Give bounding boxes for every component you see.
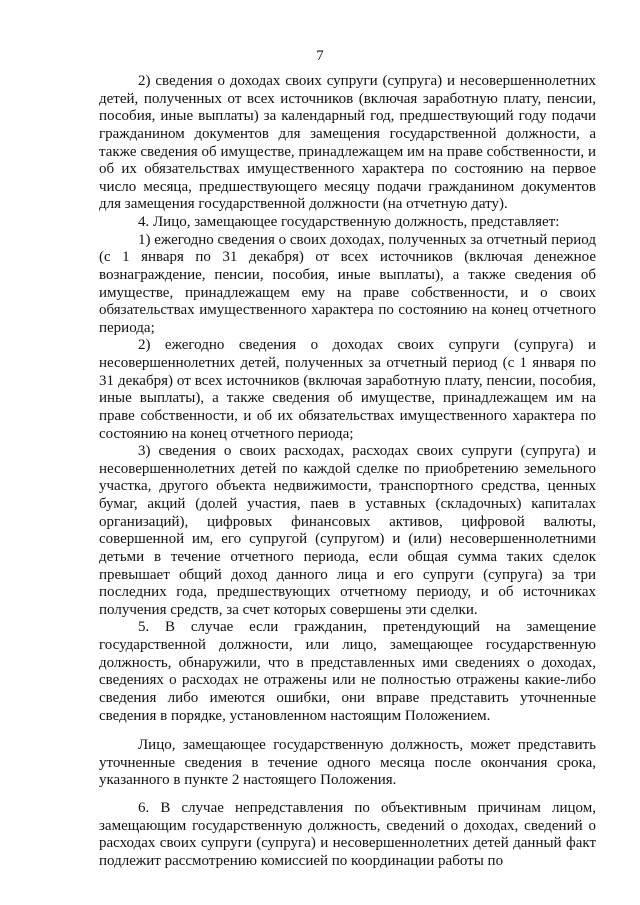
paragraph-section-6: 6. В случае непредставления по объективным причинам лицом, замещающим государственную должность, сведений о доходах, сведений о расходах своих супруги (супруга) и несовершеннолетних детей данный факт подлежит рассмотрению комиссией по координации работы по <box>99 800 596 869</box>
paragraph-section-5: 5. В случае если гражданин, претендующий на замещение государственной должности, или лицо, замещающее государственную должность, обнаружили, что в представленных ими сведениях о доходах, сведениях о расходах не отражены или не полностью отражены какие-либо сведения либо имеются ошибки, они вправе представить уточненные сведения в порядке, установленном настоящим Положением. <box>99 619 596 724</box>
paragraph-item-2-spouse-income: 2) сведения о доходах своих супруги (супруга) и несовершеннолетних детей, полученных от всех источников (включая заработную плату, пенсии, пособия, иные выплаты) за календарный год, предшествующий году подачи гражданином документов для замещения государственной должности, а также сведения об имуществе, принадлежащем им на праве собственности, и об их обязательствах имущественного характера по состоянию на первое число месяца, предшествующего месяцу подачи гражданином документов для замещения государственной должности (на отчетную дату). <box>99 73 596 213</box>
document-body <box>99 73 596 871</box>
paragraph-section-5-clarification: Лицо, замещающее государственную должность, может представить уточненные сведения в течение одного месяца после окончания срока, указанного в пункте 2 настоящего Положения. <box>99 737 596 789</box>
paragraph-section-4-heading: 4. Лицо, замещающее государственную должность, представляет: <box>138 214 560 230</box>
paragraph-section-4-item-2: 2) ежегодно сведения о доходах своих супруги (супруга) и несовершеннолетних детей, полученных за отчетный период (с 1 января по 31 декабря) от всех источников (включая заработную плату, пенсии, пособия, иные выплаты), а также сведения об имуществе, принадлежащем им на праве собственности, и об их обязательствах имущественного характера по состоянию на конец отчетного периода; <box>99 337 596 442</box>
page-number: 7 <box>316 48 324 64</box>
paragraph-section-4-item-3: 3) сведения о своих расходах, расходах своих супруги (супруга) и несовершеннолетних детей по каждой сделке по приобретению земельного участка, другого объекта недвижимости, транспортного средства, ценных бумаг, акций (долей участия, паев в уставных (складочных) капиталах организаций), цифровых финансовых активов, цифровой валюты, совершенной им, его супругой (супругом) и (или) несовершеннолетними детьми в течение отчетного периода, если общая сумма таких сделок превышает общий доход данного лица и его супруги (супруга) за три последних года, предшествующих отчетному периоду, и об источниках получения средств, за счет которых совершены эти сделки. <box>99 443 596 618</box>
paragraph-section-4-item-1: 1) ежегодно сведения о своих доходах, полученных за отчетный период (с 1 января по 31 декабря) от всех источников (включая денежное вознаграждение, пенсии, пособия, иные выплаты), а также сведения об имуществе, принадлежащем ему на праве собственности, и о своих обязательствах имущественного характера по состоянию на конец отчетного периода; <box>99 231 596 336</box>
